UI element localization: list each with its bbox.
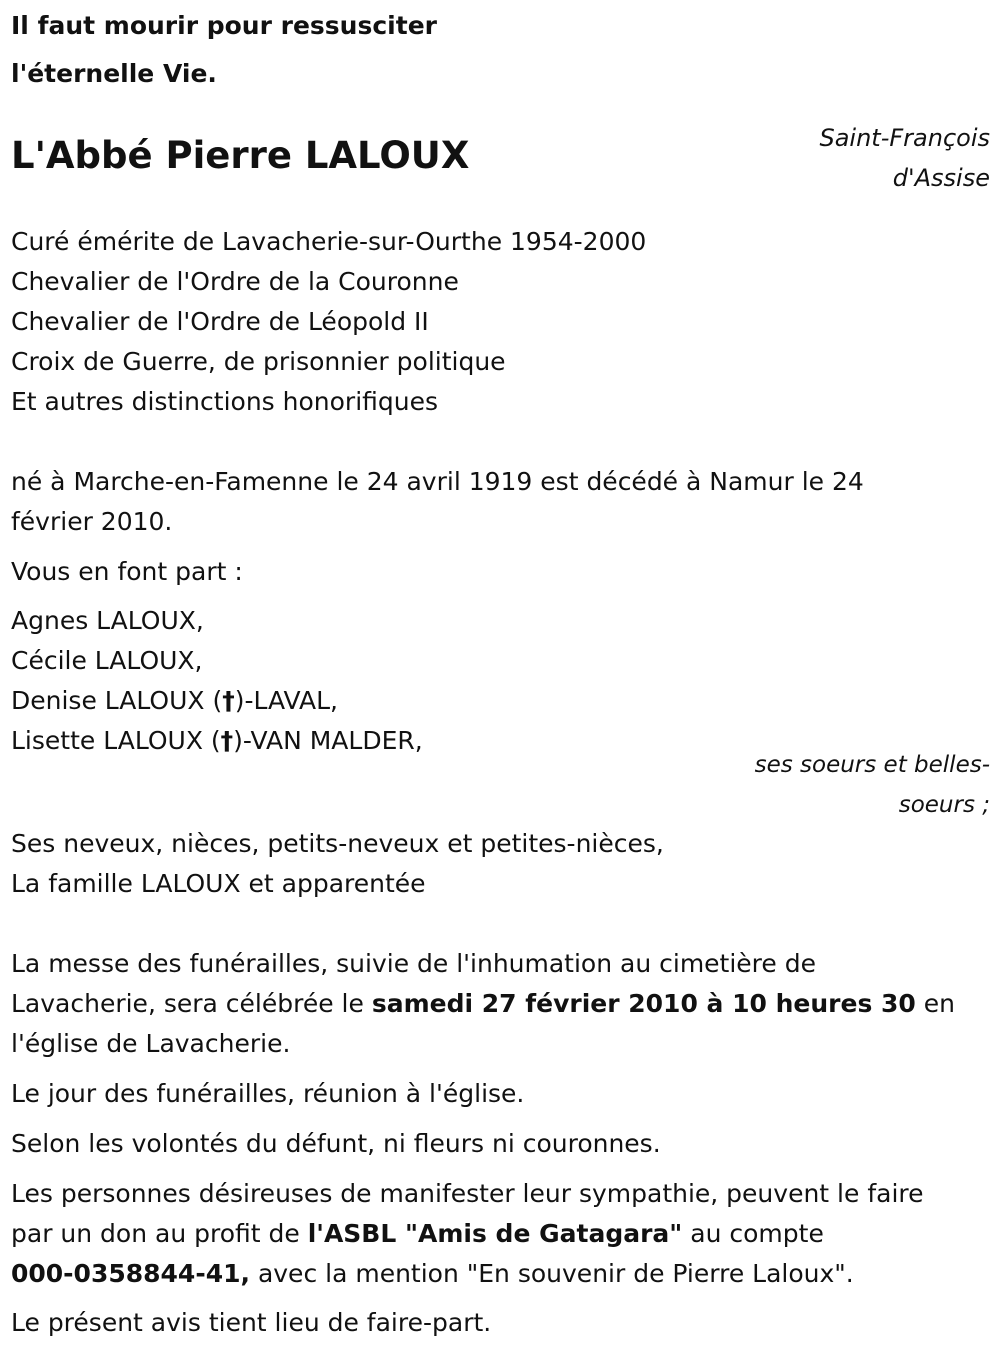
- others-item: La famille LALOUX et apparentée: [11, 869, 426, 898]
- patron-saint-line-1: Saint-François: [819, 124, 990, 152]
- family-list: [11, 601, 991, 761]
- donation-line-2: [11, 1214, 991, 1254]
- family-member-suffix: )-VAN MALDER,: [233, 726, 423, 755]
- reunion-text: Le jour des funérailles, réunion à l'église.: [11, 1079, 525, 1108]
- family-member: [11, 641, 991, 681]
- family-member-name: Denise LALOUX (: [11, 686, 223, 715]
- announce-text: Vous en font part :: [11, 557, 243, 586]
- relation-line-1: ses soeurs et belles-: [754, 752, 990, 778]
- title-item: Croix de Guerre, de prisonnier politique: [11, 347, 506, 376]
- quote-line-1: Il faut mourir pour ressusciter: [11, 11, 437, 40]
- mass-line-2: [11, 984, 991, 1024]
- birth-death-text: [11, 462, 991, 542]
- family-member: [11, 601, 991, 641]
- mass-text-part: Lavacherie, sera célébrée le: [11, 989, 372, 1018]
- donation-text-part: par un don au profit de: [11, 1219, 308, 1248]
- family-member-name: Cécile LALOUX,: [11, 646, 203, 675]
- others-list: [11, 824, 991, 904]
- donation-line-3: [11, 1254, 991, 1294]
- family-member-suffix: )-LAVAL,: [234, 686, 338, 715]
- donation-organization: l'ASBL "Amis de Gatagara": [307, 1219, 683, 1248]
- donation-account: 000-0358844-41,: [11, 1259, 250, 1288]
- title-item: Chevalier de l'Ordre de la Couronne: [11, 267, 459, 296]
- mass-text-part: en: [915, 989, 956, 1018]
- family-member-name: Lisette LALOUX (: [11, 726, 221, 755]
- mass-line-1: La messe des funérailles, suivie de l'inhumation au cimetière de: [11, 949, 816, 978]
- quote-line-2: l'éternelle Vie.: [11, 59, 217, 88]
- flowers-text: Selon les volontés du défunt, ni fleurs ni couronnes.: [11, 1129, 661, 1158]
- family-member: [11, 681, 991, 721]
- cross-icon: †: [220, 726, 234, 755]
- titles-list: [11, 222, 991, 422]
- relation-text: [690, 745, 990, 825]
- patron-saint: [690, 118, 990, 198]
- donation-text: [11, 1174, 991, 1294]
- patron-saint-line-2: d'Assise: [892, 164, 990, 192]
- title-item: Chevalier de l'Ordre de Léopold II: [11, 307, 429, 336]
- closing-text: Le présent avis tient lieu de faire-part.: [11, 1308, 492, 1337]
- donation-line-1: Les personnes désireuses de manifester leur sympathie, peuvent le faire: [11, 1179, 924, 1208]
- deceased-name: L'Abbé Pierre LALOUX: [11, 134, 470, 177]
- donation-text-part: au compte: [682, 1219, 824, 1248]
- mass-line-3: l'église de Lavacherie.: [11, 1029, 291, 1058]
- birth-death-line-2: février 2010.: [11, 507, 173, 536]
- family-member-name: Agnes LALOUX,: [11, 606, 204, 635]
- cross-icon: †: [222, 686, 235, 715]
- mass-date: samedi 27 février 2010 à 10 heures 30: [371, 989, 916, 1018]
- mass-text: [11, 944, 991, 1064]
- birth-death-line-1: né à Marche-en-Famenne le 24 avril 1919 est décédé à Namur le 24: [11, 467, 864, 496]
- title-item: Et autres distinctions honorifiques: [11, 387, 439, 416]
- donation-text-part: avec la mention "En souvenir de Pierre Laloux".: [250, 1259, 854, 1288]
- title-item: Curé émérite de Lavacherie-sur-Ourthe 1954-2000: [11, 227, 647, 256]
- others-item: Ses neveux, nièces, petits-neveux et petites-nièces,: [11, 829, 664, 858]
- relation-line-2: soeurs ;: [898, 792, 990, 818]
